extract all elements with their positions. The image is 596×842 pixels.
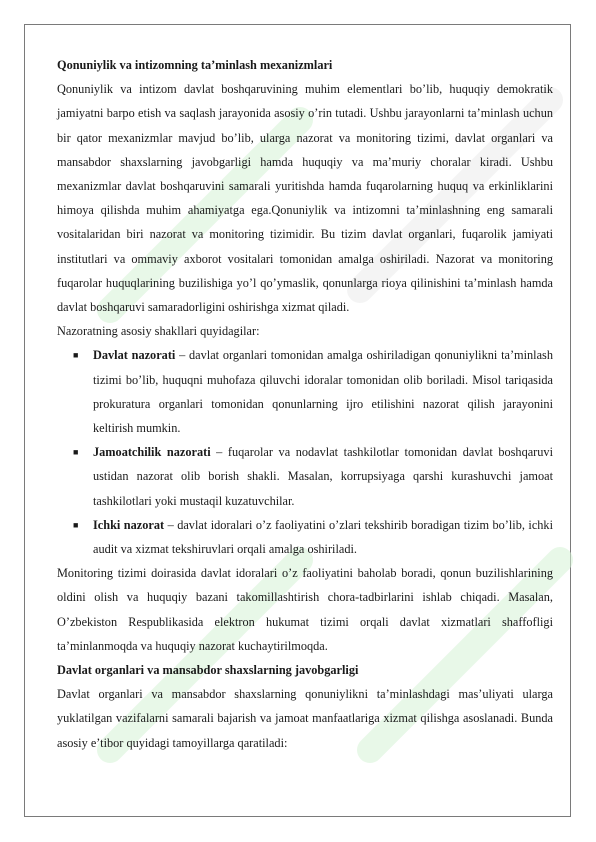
bullet-icon: ■ <box>73 519 79 530</box>
section-heading: Davlat organlari va mansabdor shaxslarning javobgarligi <box>57 663 359 678</box>
list-item <box>57 513 553 561</box>
list-item-text: – fuqarolar va nodavlat tashkilotlar tomonidan davlat boshqaruvi ustidan nazorat olib borish shakli. Masalan, korrupsiyaga qarshi kurashuvchi jamoat tashkilotlari yoki mustaqil kuzatuvchilar. <box>93 445 553 508</box>
list-item <box>57 440 553 513</box>
bullet-list <box>57 343 553 561</box>
body-paragraph: Qonuniylik va intizom davlat boshqaruvining muhim elementlari bo’lib, huquqiy demokratik jamiyatni barpo etish va saqlash jarayonida asosiy o’rin tutadi. Ushbu jarayonlarni ta’minlash uchun bir qator mexanizmlar mavjud bo’lib, ularga nazorat va monitoring tizimi, davlat organlari va mansabdor shaxslarning javobgarligi hamda huquqiy va ma’muriy choralar kiradi. Ushbu mexanizmlar davlat boshqaruvini samarali yuritishda hamda fuqarolarning huquq va erkinliklarini himoya qilishda muhim ahamiyatga ega.Qonuniylik va intizomni ta’minlashning eng samarali vositalaridan biri nazorat va monitoring tizimidir. Bu tizim davlat organlari, fuqarolik jamiyati institutlari va ommaviy axborot vositalari tomonidan amalga oshiriladi. Nazorat va monitoring fuqarolar huquqlarining buzilishiga yo’l qo’ymaslik, qonunlarga rioya qilinishini ta’minlash hamda davlat boshqaruvi samaradorligini oshirishga xizmat qiladi. <box>57 82 553 315</box>
list-item-term: Davlat nazorati <box>93 348 176 363</box>
list-item-text: – davlat organlari tomonidan amalga oshiriladigan qonuniylikni ta’minlash tizimi bo’lib, huquqni muhofaza qiluvchi idoralar tomonidan olib boriladi. Misol tariqasida prokuratura organlari tomonidan qonunlarning ijro etilishini nazorat qilish jarayonini keltirish mumkin. <box>93 348 553 436</box>
bullet-icon: ■ <box>73 350 79 361</box>
list-item-term: Ichki nazorat <box>93 517 165 532</box>
body-paragraph: Monitoring tizimi doirasida davlat idoralari o’z faoliyatini baholab boradi, qonun buzilishlarining oldini olish va huquqiy bazani takomillashtirish chora-tadbirlarini ishlab chiqadi. Masalan, O’zbekiston Respublikasida elektron hukumat tizimi orqali davlat xizmatlari shaffofligi ta’minlanmoqda va huquqiy nazorat kuchaytirilmoqda. <box>57 566 553 653</box>
list-item <box>57 343 553 440</box>
bullet-icon: ■ <box>73 447 79 458</box>
section-heading: Qonuniylik va intizomning ta’minlash mexanizmlari <box>57 58 333 72</box>
list-item-text: – davlat idoralari o’z faoliyatini o’zlari tekshirib boradigan tizim bo’lib, ichki audit va xizmat tekshiruvlari orqali amalga oshiriladi. <box>93 517 553 557</box>
list-item-term: Jamoatchilik nazorati <box>93 445 211 460</box>
body-paragraph: Nazoratning asosiy shakllari quyidagilar: <box>57 324 260 339</box>
body-paragraph: Davlat organlari va mansabdor shaxslarning qonuniylikni ta’minlashdagi mas’uliyati ularga yuklatilgan vazifalarni samarali bajarish va jamoat manfaatlariga xizmat qilishga asoslanadi. Bunda asosiy e’tibor quyidagi tamoyillarga qaratiladi: <box>57 687 553 750</box>
document-body <box>57 53 553 755</box>
